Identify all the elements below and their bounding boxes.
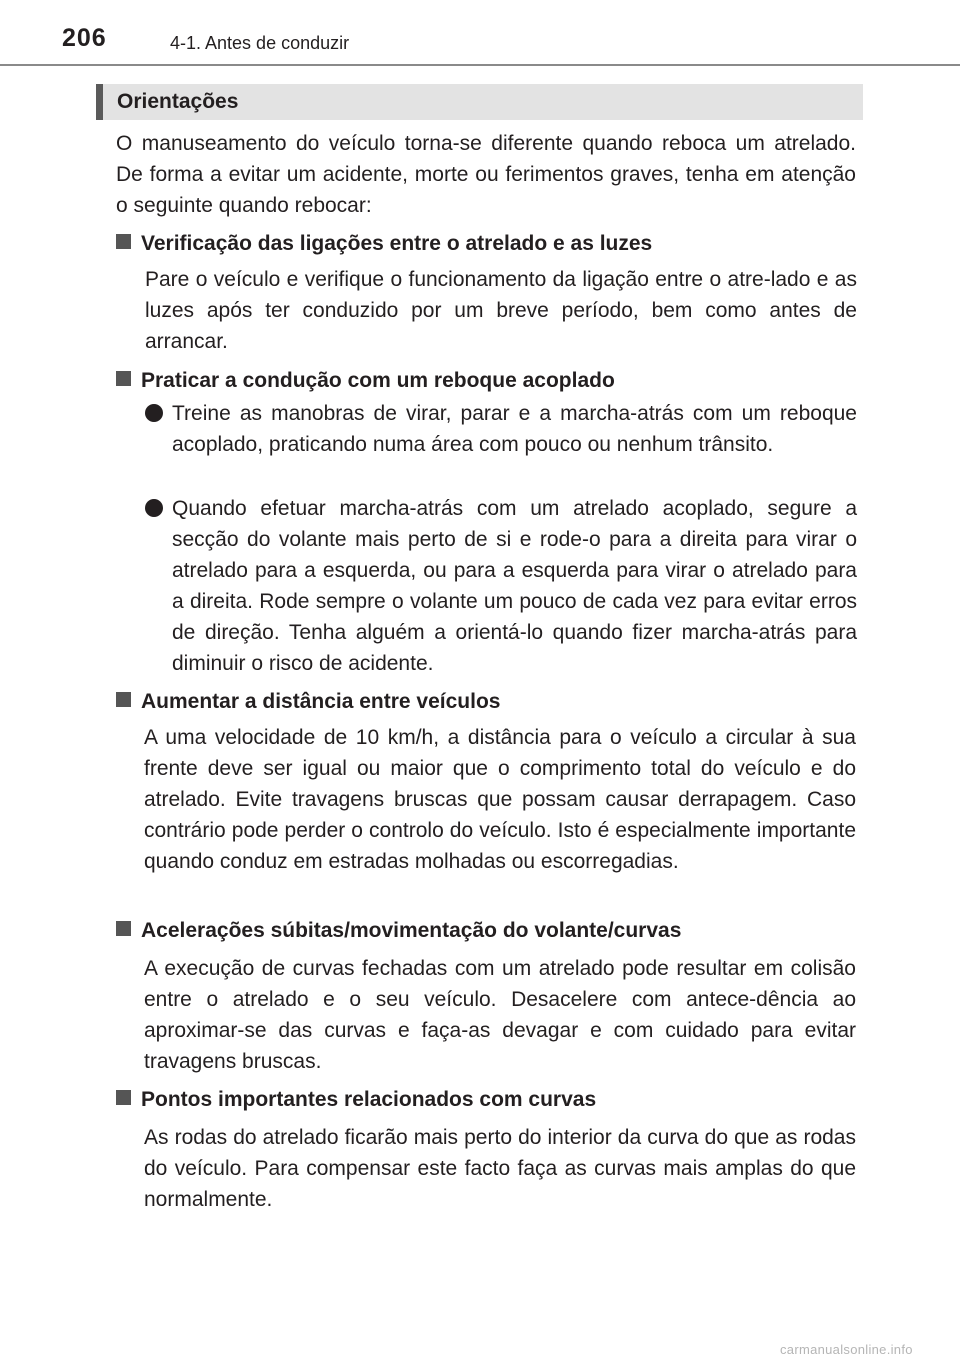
topic-heading-text: Verificação das ligações entre o atrelado e as luzes xyxy=(141,232,653,255)
topic-paragraph: Pare o veículo e verifique o funcionamento da ligação entre o atre-lado e as luzes após ter conduzido por um breve período, bem como antes de arrancar. xyxy=(145,268,857,353)
square-bullet-icon xyxy=(116,921,131,936)
round-bullet-icon xyxy=(145,404,163,422)
header-rule xyxy=(0,64,960,66)
section-band xyxy=(96,84,863,120)
bullet-text: Quando efetuar marcha-atrás com um atrelado acoplado, segure a secção do volante mais perto de si e rode-o para a direita para virar o atrelado para a esquerda, ou para a esquerda para virar o atrelado para a direita. Rode sempre o volante um pouco de cada vez para evitar erros de direção. Tenha alguém a orientá-lo quando fizer marcha-atrás para diminuir o risco de acidente. xyxy=(172,497,857,675)
bullet-item xyxy=(145,398,857,460)
section-title: Orientações xyxy=(117,90,239,113)
topic-heading-text: Pontos importantes relacionados com curvas xyxy=(141,1088,597,1111)
square-bullet-icon xyxy=(116,1090,131,1105)
topic-heading xyxy=(116,1084,856,1115)
square-bullet-icon xyxy=(116,371,131,386)
page-number: 206 xyxy=(62,24,107,52)
topic-heading xyxy=(116,915,856,946)
topic-paragraph: A execução de curvas fechadas com um atrelado pode resultar em colisão entre o atrelado e o seu veículo. Desacelere com antece-dência ao aproximar-se das curvas e faça-as devagar e com cuidado para evitar travagens bruscas. xyxy=(144,957,856,1073)
square-bullet-icon xyxy=(116,234,131,249)
square-bullet-icon xyxy=(116,692,131,707)
bullet-item xyxy=(145,493,857,679)
topic-heading-text: Aumentar a distância entre veículos xyxy=(141,690,501,713)
topic-heading-text: Praticar a condução com um reboque acoplado xyxy=(141,369,615,392)
topic-heading xyxy=(116,686,856,717)
topic-heading-text: Acelerações súbitas/movimentação do volante/curvas xyxy=(141,919,682,942)
running-head: 4-1. Antes de conduzir xyxy=(170,33,350,53)
topic-paragraph: As rodas do atrelado ficarão mais perto do interior da curva do que as rodas do veículo. Para compensar este facto faça as curvas mais amplas do que normalmente. xyxy=(144,1126,856,1211)
topic-heading xyxy=(116,365,856,396)
topic-heading xyxy=(116,228,856,259)
watermark: carmanualsonline.info xyxy=(780,1342,913,1357)
topic-paragraph: A uma velocidade de 10 km/h, a distância para o veículo a circular à sua frente deve ser igual ou maior que o comprimento total do veículo e do atrelado. Evite travagens bruscas que possam causar derrapagem. Caso contrário pode perder o controlo do veículo. Isto é especialmente importante quando conduz em estradas molhadas ou escorregadias. xyxy=(144,726,856,873)
round-bullet-icon xyxy=(145,499,163,517)
bullet-text: Treine as manobras de virar, parar e a marcha-atrás com um reboque acoplado, praticando numa área com pouco ou nenhum trânsito. xyxy=(172,402,857,456)
intro-paragraph: O manuseamento do veículo torna-se diferente quando reboca um atrelado. De forma a evitar um acidente, morte ou ferimentos graves, tenha em atenção o seguinte quando rebocar: xyxy=(116,132,856,217)
